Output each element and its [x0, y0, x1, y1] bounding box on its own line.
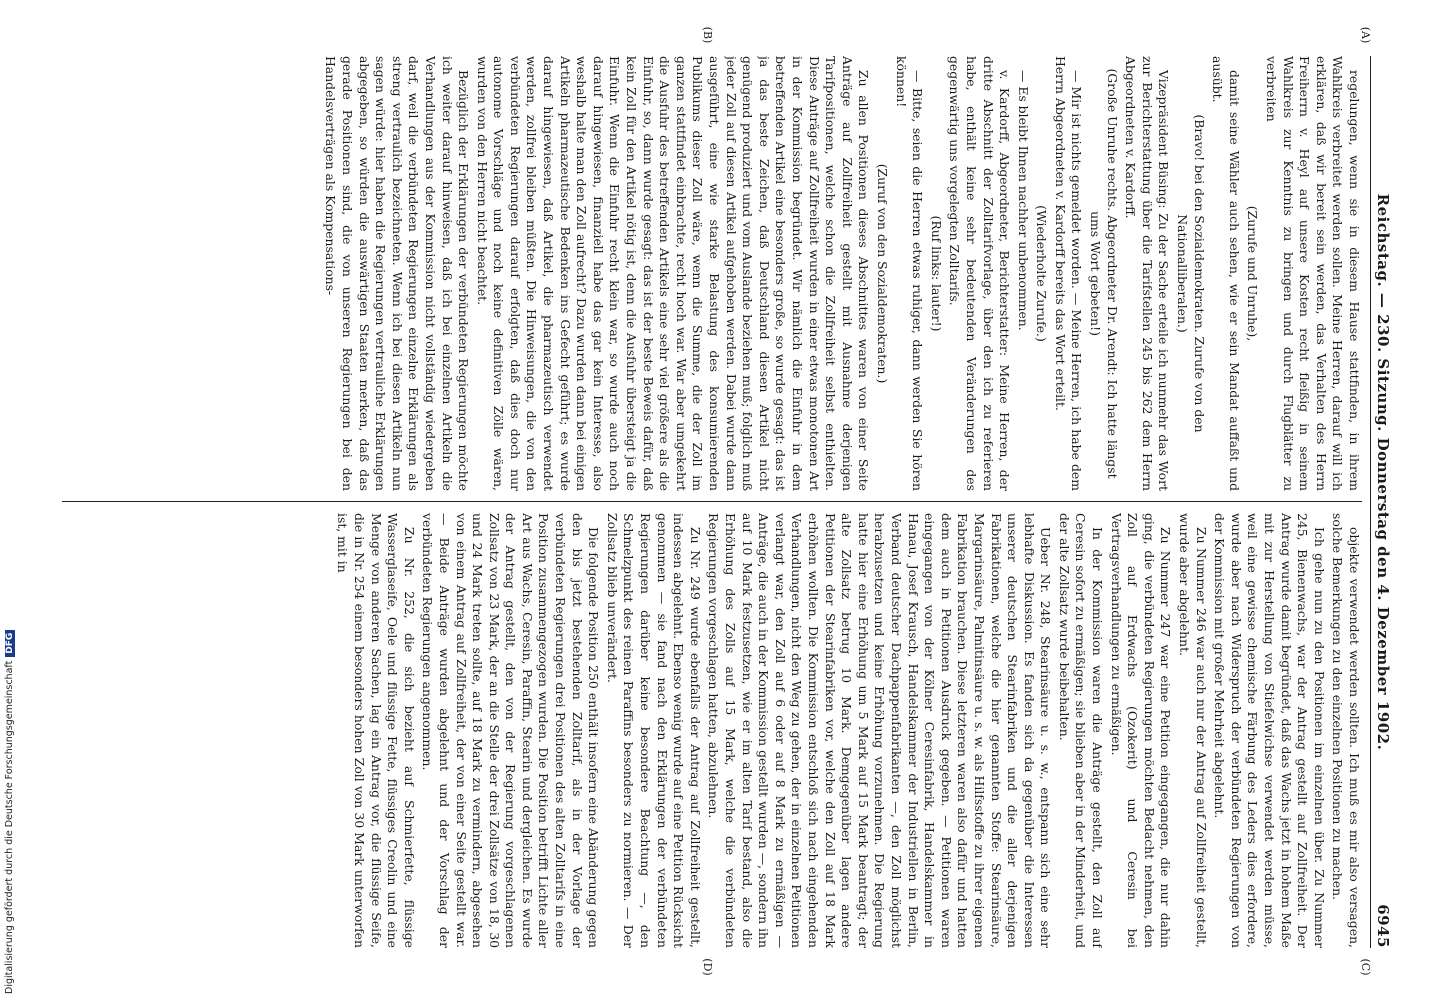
paragraph: Ich gehe nun zu den Positionen im einzelnen über. Zu Nummer 245, Bienenwachs, war der Antrag gestellt auf Zollfreiheit. Der Antrag wurde damit begründet, daß das Wachs jetzt in hohem Maße mit zur Herstellung von Stiefelwichse verwendet werden müsse, weil eine gewisse chemische Färbung des Leders dies erfordere, wurde aber nach Widerspruch der verbündeten Regierungen von der Kommission mit großer Mehrheit abgelehnt.: [1212, 513, 1327, 948]
left-column: [62, 56, 1362, 491]
paragraph: Bezüglich der Erklärungen der verbündeten Regierungen möchte ich weiter darauf hinweisen, daß ich bei einzelnen Artikeln die Verhandlungen aus der Kommission nicht vollständig wiedergeben darf, weil die verbündeten Regierungen einzelne Erklärungen als streng vertraulich bezeichneten. Wenn ich bei diesen Artikeln nun sagen würde: hier haben die Regierungen vertrauliche Erklärungen abgegeben, so würden die auswärtigen Staaten merken, daß das gerade Positionen sind, die von unseren Regierungen bei den Handelsverträgen als Kompensations-: [323, 56, 472, 491]
page-number: 6945: [1374, 904, 1392, 948]
paragraph: — Bitte, seien die Herren etwas ruhiger, dann werden Sie hören können!: [893, 56, 926, 491]
paragraph: In der Kommission waren die Anträge gestellt, den Zoll auf Ceresin sofort zu ermäßigen; sie blieben aber in der Minderheit, und der alte Zollsatz wurde beibehalten.: [1056, 513, 1106, 948]
margin-marker-b: (B): [701, 26, 714, 44]
paragraph: damit seine Wähler auch sehen, wie er sein Mandat auffaßt und ausübt.: [1210, 56, 1242, 491]
dfg-logo: DFG: [5, 630, 15, 657]
paragraph: Vizepräsident Büsing: Zu der Sache erteile ich nunmehr das Wort zur Berichterstattung über die Tarifstellen 245 bis 262 dem Herrn Abgeordneten v. Kardorff.: [1123, 56, 1172, 491]
right-column: [62, 513, 1362, 948]
paragraph: Zu Nr. 252, die sich bezieht auf Schmierfette, flüssige Wasserglaseife, Oele und flüssige Fette, flüssiges Creolin und eine Menge von anderen Sachen, lag ein Antrag vor, die flüssige Seife, die in Nr. 254 einem besonders hohen Zoll von 30 Mark unterworfen ist, mit in: [335, 513, 417, 948]
paragraph: Zu Nummer 246 war auch nur der Antrag auf Zollfreiheit gestellt, wurde aber abgelehnt.: [1177, 513, 1209, 948]
paragraph: v. Kardorff, Abgeordneter, Berichterstatter: Meine Herren, der dritte Abschnitt der Zolltarifvorlage, über den ich zu referieren habe, enthält keine sehr bedeutenden Veränderungen des gegenwärtig uns vorgelegten Zolltarifs.: [947, 56, 1013, 491]
paragraph: (Bravo! bei den Sozialdemokraten. Zurufe von den Nationalliberalen.): [1175, 114, 1207, 433]
paragraph: regelungen, wenn sie in diesem Hause stattfinden, in ihrem Wahlkreis verbreitet werden sollen. Meine Herren, darauf will ich erklären, daß wir bereit sein werden, das Verhalten des Herrn Freiherrn v. Heyl auf unsere Kosten recht fleißig in seinem Wahlkreis zur Kenntnis zu bringen und durch Flugblätter zu verbreiten: [1264, 56, 1362, 491]
paragraph: — Es bleibt Ihnen nachher unbenommen.: [1015, 70, 1031, 331]
paragraph: (Ruf links: lauter!): [928, 215, 944, 332]
paragraph: (Zurufe und Unruhe),: [1245, 205, 1261, 342]
margin-marker-c: (C): [1359, 958, 1372, 976]
paragraph: (Zuruf von den Sozialdemokraten.): [874, 163, 890, 384]
paragraph: objekte verwendet werden sollten. Ich muß es mir also versagen, solche Bemerkungen zu den einzelnen Positionen zu machen.: [1330, 513, 1362, 948]
digitization-note: Digitalisierung gefördert durch die Deutsche Forschungsgemeinschaft: [4, 660, 15, 994]
paragraph: Ueber Nr. 248, Stearinsäure u. s. w., entspann sich eine sehr lebhafte Diskussion. Es fanden sich da gegenüber die Interessen unserer deutschen Stearinfabriken und die aller derjenigen Fabrikationen, welche die hier genannten Stoffe: Stearinsäure, Margarinsäure, Palmitinsäure u. s. w. als Hilfsstoffe zu ihrer eigenen Fabrikation brauchen. Diese letzteren waren also dafür und hatten dem auch in Petitionen Ausdruck gegeben. — Petitionen waren eingegangen von der Kölner Ceresinfabrik, Handelskammer in Hanau, Josef Krausch, Handelskammer der Industriellen in Berlin, Verband deutscher Dachpappenfabrikanten —, den Zoll möglichst herabzusetzen und keine Erhöhung vorzunehmen. Die Regierung hatte hier eine Erhöhung um 5 Mark auf 15 Mark beantragt; der alte Zollsatz betrug 10 Mark. Demgegenüber lagen andere Petitionen der Stearinfabriken vor, welche den Zoll auf 18 Mark erhöhen wollten. Die Kommission entschloß sich nach eingehenden Verhandlungen, nicht den Weg zu gehen, der in einzelnen Petitionen verlangt war, den Zoll auf 6 oder auf 8 Mark zu ermäßigen — Anträge, die auch in der Kommission gestellt wurden —, sondern ihn auf 10 Mark festzusetzen, wie er im alten Tarif bestand, also die Erhöhung des Zolls auf 15 Mark, welche die verbündeten Regierungen vorgeschlagen hatten, abzulehnen.: [706, 513, 1054, 948]
paragraph: Zu Nummer 247 war eine Petition eingegangen, die nur dahin ging, die verbündeten Regierungen möchten Bedacht nehmen, den Zoll auf Erdwachs (Ozokerit) und Ceresin bei Vertragsverhandlungen zu ermäßigen.: [1108, 513, 1174, 948]
margin-marker-a: (A): [1359, 26, 1372, 44]
page-title: Reichstag. — 230. Sitzung. Donnerstag den 4. Dezember 1902.: [1374, 193, 1392, 751]
paragraph: Zu allen Positionen dieses Abschnittes waren von einer Seite Anträge auf Zollfreiheit gestellt mit Ausnahme derjenigen Tarifpositionen, welche schon die Zollfreiheit selbst enthielten. Diese Anträge auf Zollfreiheit wurden in einer etwas monotonen Art in der Kommission begründet. Wir nämlich die Einfuhr in dem betreffenden Artikel eine besonders große, so wurde gesagt: das ist ja das beste Zeichen, daß Deutschland diesen Artikel nicht genügend produziert und vom Auslande beziehen muß; folglich muß jeder Zoll auf diesen Artikel aufgehoben werden. Dabei wurde dann ausgeführt, eine wie starke Belastung des konsumierenden Publikums dieser Zoll wäre, wenn die Summe, die der Zoll im ganzen stattfindet einbrachte, recht hoch war. War aber umgekehrt die Ausfuhr des betreffenden Artikels eine sehr viel größere als die Einfuhr, so, dann wurde gesagt: das ist der beste Beweis dafür, daß kein Zoll für den Artikel nötig ist, denn die Ausfuhr übersteigt ja die Einfuhr. Wenn die Einfuhr recht klein war, so wurde auch noch darauf hingewiesen, finanziell habe das gar kein Interesse, also weshalb halte man den Zoll aufrecht? Dazu wurden dann bei einigen Artikeln pharmazeutische Bedenken ins Gefecht geführt; es wurde darauf hingewiesen, daß Artikel, die pharmazeutisch verwendet werden, zollfrei bleiben müßten. Die Hinweisungen, die von den verbündeten Regierungen darauf erfolgten, daß dies doch nur autonome Vorschläge und noch keine definitiven Zölle wären, wurden von den Herren nicht beachtet.: [474, 56, 872, 491]
text-columns: [62, 56, 1362, 948]
paragraph: — Mir ist nichts gemeldet worden. — Meine Herren, ich habe dem Herrn Abgeordneten v. Kardorff bereits das Wort erteilt.: [1052, 56, 1085, 491]
margin-marker-d: (D): [701, 958, 714, 976]
paragraph: Zu Nr. 249 wurde ebenfalls der Antrag auf Zollfreiheit gestellt, indessen abgelehnt. Ebenso wenig wurde auf eine Petition Rücksicht genommen — sie fand nach den Erklärungen der verbündeten Regierungen darüber keine besondere Beachtung —, den Schmelzpunkt des reinen Paraffins besonders zu normieren. — Der Zollsatz blieb unverändert.: [604, 513, 703, 948]
paragraph: (Wiederholte Zurufe.): [1034, 205, 1050, 342]
page-header: [1370, 56, 1400, 948]
column-divider: [62, 491, 1362, 513]
paragraph: (Große Unruhe rechts. Abgeordneter Dr. Arendt: Ich hatte längst ums Wort gebeten!): [1088, 68, 1120, 479]
paragraph: Die folgende Position 250 enthält insofern eine Abänderung gegen den bis jetzt bestehenden Zolltarif, als in der Vorlage der verbündeten Regierungen drei Positionen des alten Zolltarifs in eine Position zusammengezogen wurden. Die Position betrifft Lichte aller Art aus Wachs, Ceresin, Paraffin, Stearin und dergleichen. Es wurde der Antrag gestellt, den von der Regierung vorgeschlagenen Zollsatz von 23 Mark, der an die Stelle der drei Zollsätze von 18, 30 und 24 Mark treten sollte, auf 18 Mark zu vermindern, abgesehen von einem Antrag auf Zollfreiheit, der von einer Seite gestellt war. — Beide Anträge wurden abgelehnt und der Vorschlag der verbündeten Regierungen angenommen.: [420, 513, 602, 948]
digitization-stamp: [4, 630, 15, 994]
